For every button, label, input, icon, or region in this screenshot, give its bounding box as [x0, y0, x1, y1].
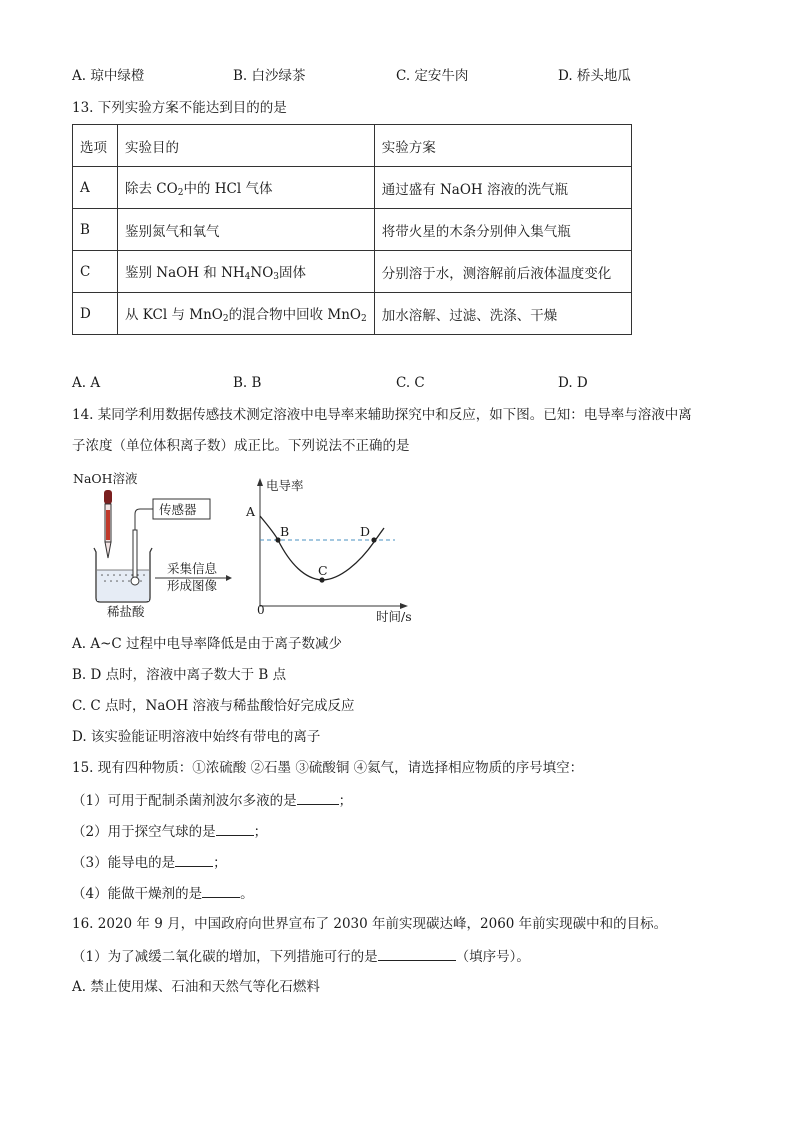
q15-item-4: （4）能做干燥剂的是 。 [72, 883, 254, 904]
arrow-label-2: 形成图像 [167, 578, 218, 593]
row-method: 通过盛有 NaOH 溶液的洗气瓶 [374, 167, 631, 209]
header-option: 选项 [73, 125, 118, 167]
point-a-label: A [246, 504, 256, 519]
q14-figure [60, 466, 420, 626]
answer-blank[interactable] [202, 883, 240, 898]
x-axis-label: 时间/s [376, 609, 412, 624]
q16-option-a: A. 禁止使用煤、石油和天然气等化石燃料 [72, 979, 320, 995]
header-purpose: 实验目的 [118, 125, 375, 167]
q14-stem-line1: 14. 某同学利用数据传感技术测定溶液中电导率来辅助探究中和反应，如下图。已知：电导率与溶液中离 [72, 407, 692, 423]
q15-item-2: （2）用于探空气球的是 ； [72, 821, 267, 842]
q13-option-b: B. B [233, 375, 262, 391]
q13-option-d: D. D [558, 375, 588, 391]
row-purpose: 除去 $CO_2$中的 HCl 气体 [118, 167, 375, 209]
header-method: 实验方案 [374, 125, 631, 167]
q14-option-c: C. C 点时，NaOH 溶液与稀盐酸恰好完成反应 [72, 698, 355, 714]
table-row [73, 251, 632, 293]
table-row [73, 293, 632, 335]
row-purpose: 从 KCl 与 MnO$_2$的混合物中回收 MnO$_2$ [118, 293, 375, 335]
q15-item-3: （3）能导电的是 ； [72, 852, 227, 873]
q12-option-c: C. 定安牛肉 [396, 68, 469, 84]
row-method: 分别溶于水，测溶解前后液体温度变化 [374, 251, 631, 293]
y-axis-label: 电导率 [266, 478, 304, 493]
row-method: 将带火星的木条分别伸入集气瓶 [374, 209, 631, 251]
point-c-label: C [318, 563, 328, 578]
q14-option-d: D. 该实验能证明溶液中始终有带电的离子 [72, 729, 321, 745]
q13-option-a: A. A [72, 375, 101, 391]
row-purpose: 鉴别氮气和氧气 [118, 209, 375, 251]
conductivity-graph [245, 478, 412, 624]
row-option: A [73, 167, 118, 209]
point-d-label: D [360, 524, 371, 539]
answer-blank[interactable] [175, 852, 213, 867]
row-option: D [73, 293, 118, 335]
dropper [104, 490, 112, 558]
answer-blank[interactable] [297, 790, 339, 805]
row-purpose: 鉴别 NaOH 和 $NH_4NO_3$固体 [118, 251, 375, 293]
table-row [73, 167, 632, 209]
answer-blank[interactable] [378, 946, 456, 961]
q12-option-d: D. 桥头地瓜 [558, 68, 631, 84]
sensor-wire [135, 509, 153, 531]
table-row [73, 209, 632, 251]
q13-table [72, 124, 632, 335]
sensor-label: 传感器 [159, 502, 197, 517]
naoh-solution-label: NaOH溶液 [73, 471, 138, 486]
sensor-probe [133, 530, 137, 578]
q14-stem-line2: 子浓度（单位体积离子数）成正比。下列说法不正确的是 [72, 438, 410, 454]
q14-option-b: B. D 点时，溶液中离子数大于 B 点 [72, 667, 287, 683]
answer-blank[interactable] [216, 821, 254, 836]
q15-stem: 15. 现有四种物质：①浓硫酸 ②石墨 ③硫酸铜 ④氦气，请选择相应物质的序号填空： [72, 760, 584, 776]
beaker-label: 稀盐酸 [107, 604, 145, 619]
row-option: C [73, 251, 118, 293]
q16-sub1: （1）为了减缓二氧化碳的增加，下列措施可行的是 （填序号）。 [72, 946, 530, 967]
q12-option-b: B. 白沙绿茶 [233, 68, 306, 84]
row-method: 加水溶解、过滤、洗涤、干燥 [374, 293, 631, 335]
q12-option-a: A. 琼中绿橙 [72, 68, 145, 84]
q13-stem: 13. 下列实验方案不能达到目的的是 [72, 100, 287, 116]
table-header-row [73, 125, 632, 167]
origin-label: 0 [257, 603, 265, 617]
q16-stem: 16. 2020 年 9 月，中国政府向世界宣布了 2030 年前实现碳达峰，2060 年前实现碳中和的目标。 [72, 916, 668, 932]
arrow-label-1: 采集信息 [167, 561, 218, 576]
q14-option-a: A. A~C 过程中电导率降低是由于离子数减少 [72, 636, 343, 652]
q15-item-1: （1）可用于配制杀菌剂波尔多液的是 ； [72, 790, 352, 811]
point-b-label: B [280, 524, 290, 539]
beaker [94, 548, 152, 602]
row-option: B [73, 209, 118, 251]
q13-option-c: C. C [396, 375, 425, 391]
